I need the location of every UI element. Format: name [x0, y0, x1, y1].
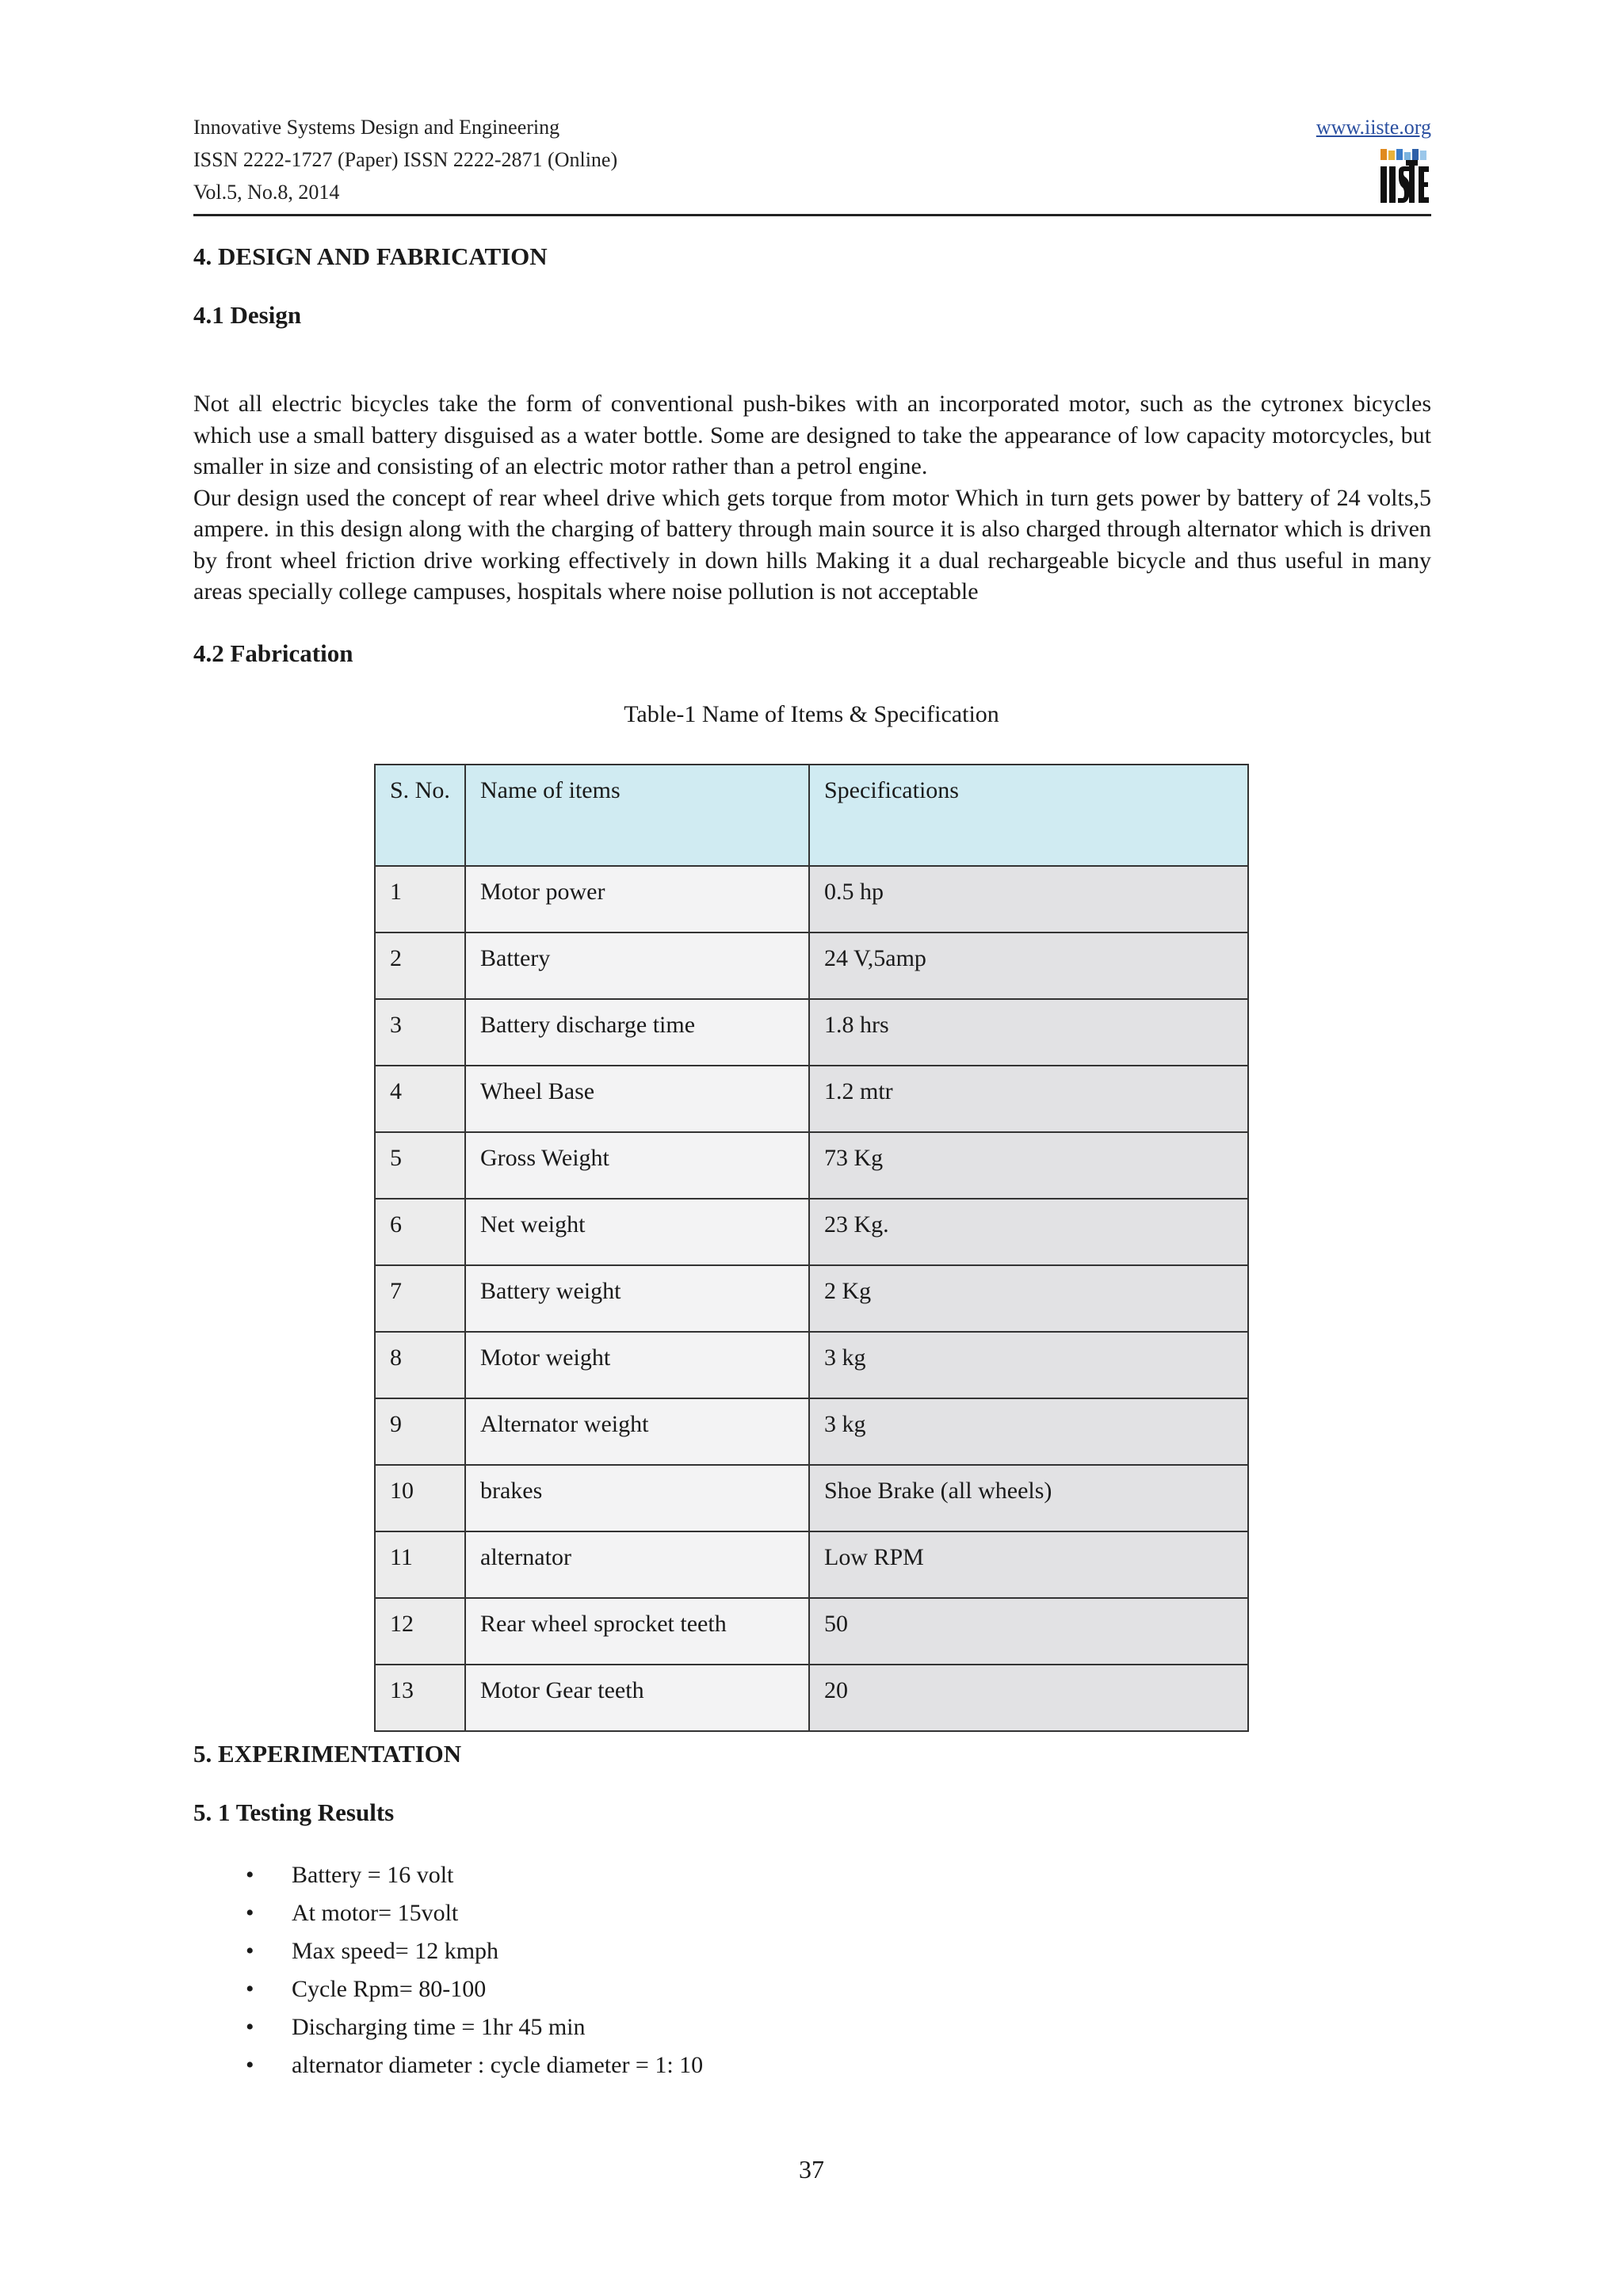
specification-cell: 1.2 mtr — [809, 1066, 1248, 1132]
specification-cell: 3 kg — [809, 1332, 1248, 1398]
item-name-cell: Battery weight — [465, 1265, 809, 1332]
journal-url-link[interactable]: www.iiste.org — [1316, 116, 1431, 139]
table-row — [375, 1132, 1248, 1199]
paragraph: Our design used the concept of rear wheel drive which gets torque from motor Which in turn gets power by battery of 24 volts,5 ampere. in this design along with the charging of battery through main source it is also charged through alternator which is driven by front wheel friction drive working effectively in down hills Making it a dual rechargeable bicycle and thus useful in many areas specially college campuses, hospitals where noise pollution is not acceptable — [193, 484, 1431, 605]
specification-table — [374, 764, 1249, 1732]
table-row — [375, 1531, 1248, 1598]
header-cell: Name of items — [465, 765, 809, 866]
table-row — [375, 866, 1248, 933]
serial-cell: 1 — [375, 866, 465, 933]
table-caption: Table-1 Name of Items & Specification — [624, 701, 999, 727]
table-row — [375, 1598, 1248, 1665]
issn-line: ISSN 2222-1727 (Paper) ISSN 2222-2871 (Online) — [193, 148, 618, 171]
serial-cell: 4 — [375, 1066, 465, 1132]
journal-name: Innovative Systems Design and Engineering — [193, 116, 560, 139]
specification-cell: 23 Kg. — [809, 1199, 1248, 1265]
table-row — [375, 1199, 1248, 1265]
specification-cell: 0.5 hp — [809, 866, 1248, 933]
paragraph: Not all electric bicycles take the form of conventional push-bikes with an incorporated motor, such as the cytronex bicycles which use a small battery disguised as a water bottle. Some are designed to take the appearance of low capacity motorcycles, but smaller in size and consisting of an electric motor rather than a petrol engine. — [193, 391, 1431, 479]
item-name-cell: Battery discharge time — [465, 999, 809, 1066]
item-name-cell: Motor power — [465, 866, 809, 933]
item-name-cell: Battery — [465, 933, 809, 999]
table-header-row — [375, 765, 1248, 866]
specification-cell: 73 Kg — [809, 1132, 1248, 1199]
section-heading-4: 4. DESIGN AND FABRICATION — [193, 242, 548, 270]
item-name-cell: Alternator weight — [465, 1398, 809, 1465]
subsection-heading-4-2: 4.2 Fabrication — [193, 639, 353, 667]
serial-cell: 8 — [375, 1332, 465, 1398]
table-row — [375, 1465, 1248, 1531]
serial-cell: 6 — [375, 1199, 465, 1265]
item-name-cell: Gross Weight — [465, 1132, 809, 1199]
section-heading-5: 5. EXPERIMENTATION — [193, 1740, 462, 1768]
table-row — [375, 999, 1248, 1066]
list-item: • At motor= 15volt — [246, 1894, 703, 1932]
iiste-logo-icon — [1377, 147, 1431, 206]
serial-cell: 10 — [375, 1465, 465, 1531]
table-row — [375, 1265, 1248, 1332]
list-item: • Max speed= 12 kmph — [246, 1932, 703, 1970]
serial-cell: 7 — [375, 1265, 465, 1332]
table-row — [375, 1398, 1248, 1465]
specification-cell: 20 — [809, 1665, 1248, 1731]
design-body — [193, 388, 1431, 608]
specification-cell: 1.8 hrs — [809, 999, 1248, 1066]
testing-results-list — [246, 1856, 703, 2084]
subsection-heading-5-1: 5. 1 Testing Results — [193, 1798, 395, 1826]
item-name-cell: Motor weight — [465, 1332, 809, 1398]
specification-cell: 24 V,5amp — [809, 933, 1248, 999]
serial-cell: 13 — [375, 1665, 465, 1731]
specification-cell: Low RPM — [809, 1531, 1248, 1598]
list-item: • Discharging time = 1hr 45 min — [246, 2008, 703, 2046]
specification-cell: 50 — [809, 1598, 1248, 1665]
list-item: • alternator diameter : cycle diameter = 1: 10 — [246, 2046, 703, 2084]
serial-cell: 11 — [375, 1531, 465, 1598]
volume-line: Vol.5, No.8, 2014 — [193, 181, 340, 204]
item-name-cell: alternator — [465, 1531, 809, 1598]
serial-cell: 3 — [375, 999, 465, 1066]
subsection-heading-4-1: 4.1 Design — [193, 301, 302, 329]
list-item: • Cycle Rpm= 80-100 — [246, 1970, 703, 2008]
table-row — [375, 933, 1248, 999]
specification-cell: 3 kg — [809, 1398, 1248, 1465]
table-row — [375, 1332, 1248, 1398]
serial-cell: 9 — [375, 1398, 465, 1465]
page-number: 37 — [799, 2155, 824, 2183]
specification-cell: Shoe Brake (all wheels) — [809, 1465, 1248, 1531]
header-cell: Specifications — [809, 765, 1248, 866]
table-row — [375, 1665, 1248, 1731]
item-name-cell: Rear wheel sprocket teeth — [465, 1598, 809, 1665]
item-name-cell: Wheel Base — [465, 1066, 809, 1132]
item-name-cell: brakes — [465, 1465, 809, 1531]
list-item: • Battery = 16 volt — [246, 1856, 703, 1894]
serial-cell: 2 — [375, 933, 465, 999]
header-rule — [193, 214, 1431, 216]
item-name-cell: Net weight — [465, 1199, 809, 1265]
item-name-cell: Motor Gear teeth — [465, 1665, 809, 1731]
specification-cell: 2 Kg — [809, 1265, 1248, 1332]
header-cell: S. No. — [375, 765, 465, 866]
serial-cell: 12 — [375, 1598, 465, 1665]
serial-cell: 5 — [375, 1132, 465, 1199]
table-row — [375, 1066, 1248, 1132]
